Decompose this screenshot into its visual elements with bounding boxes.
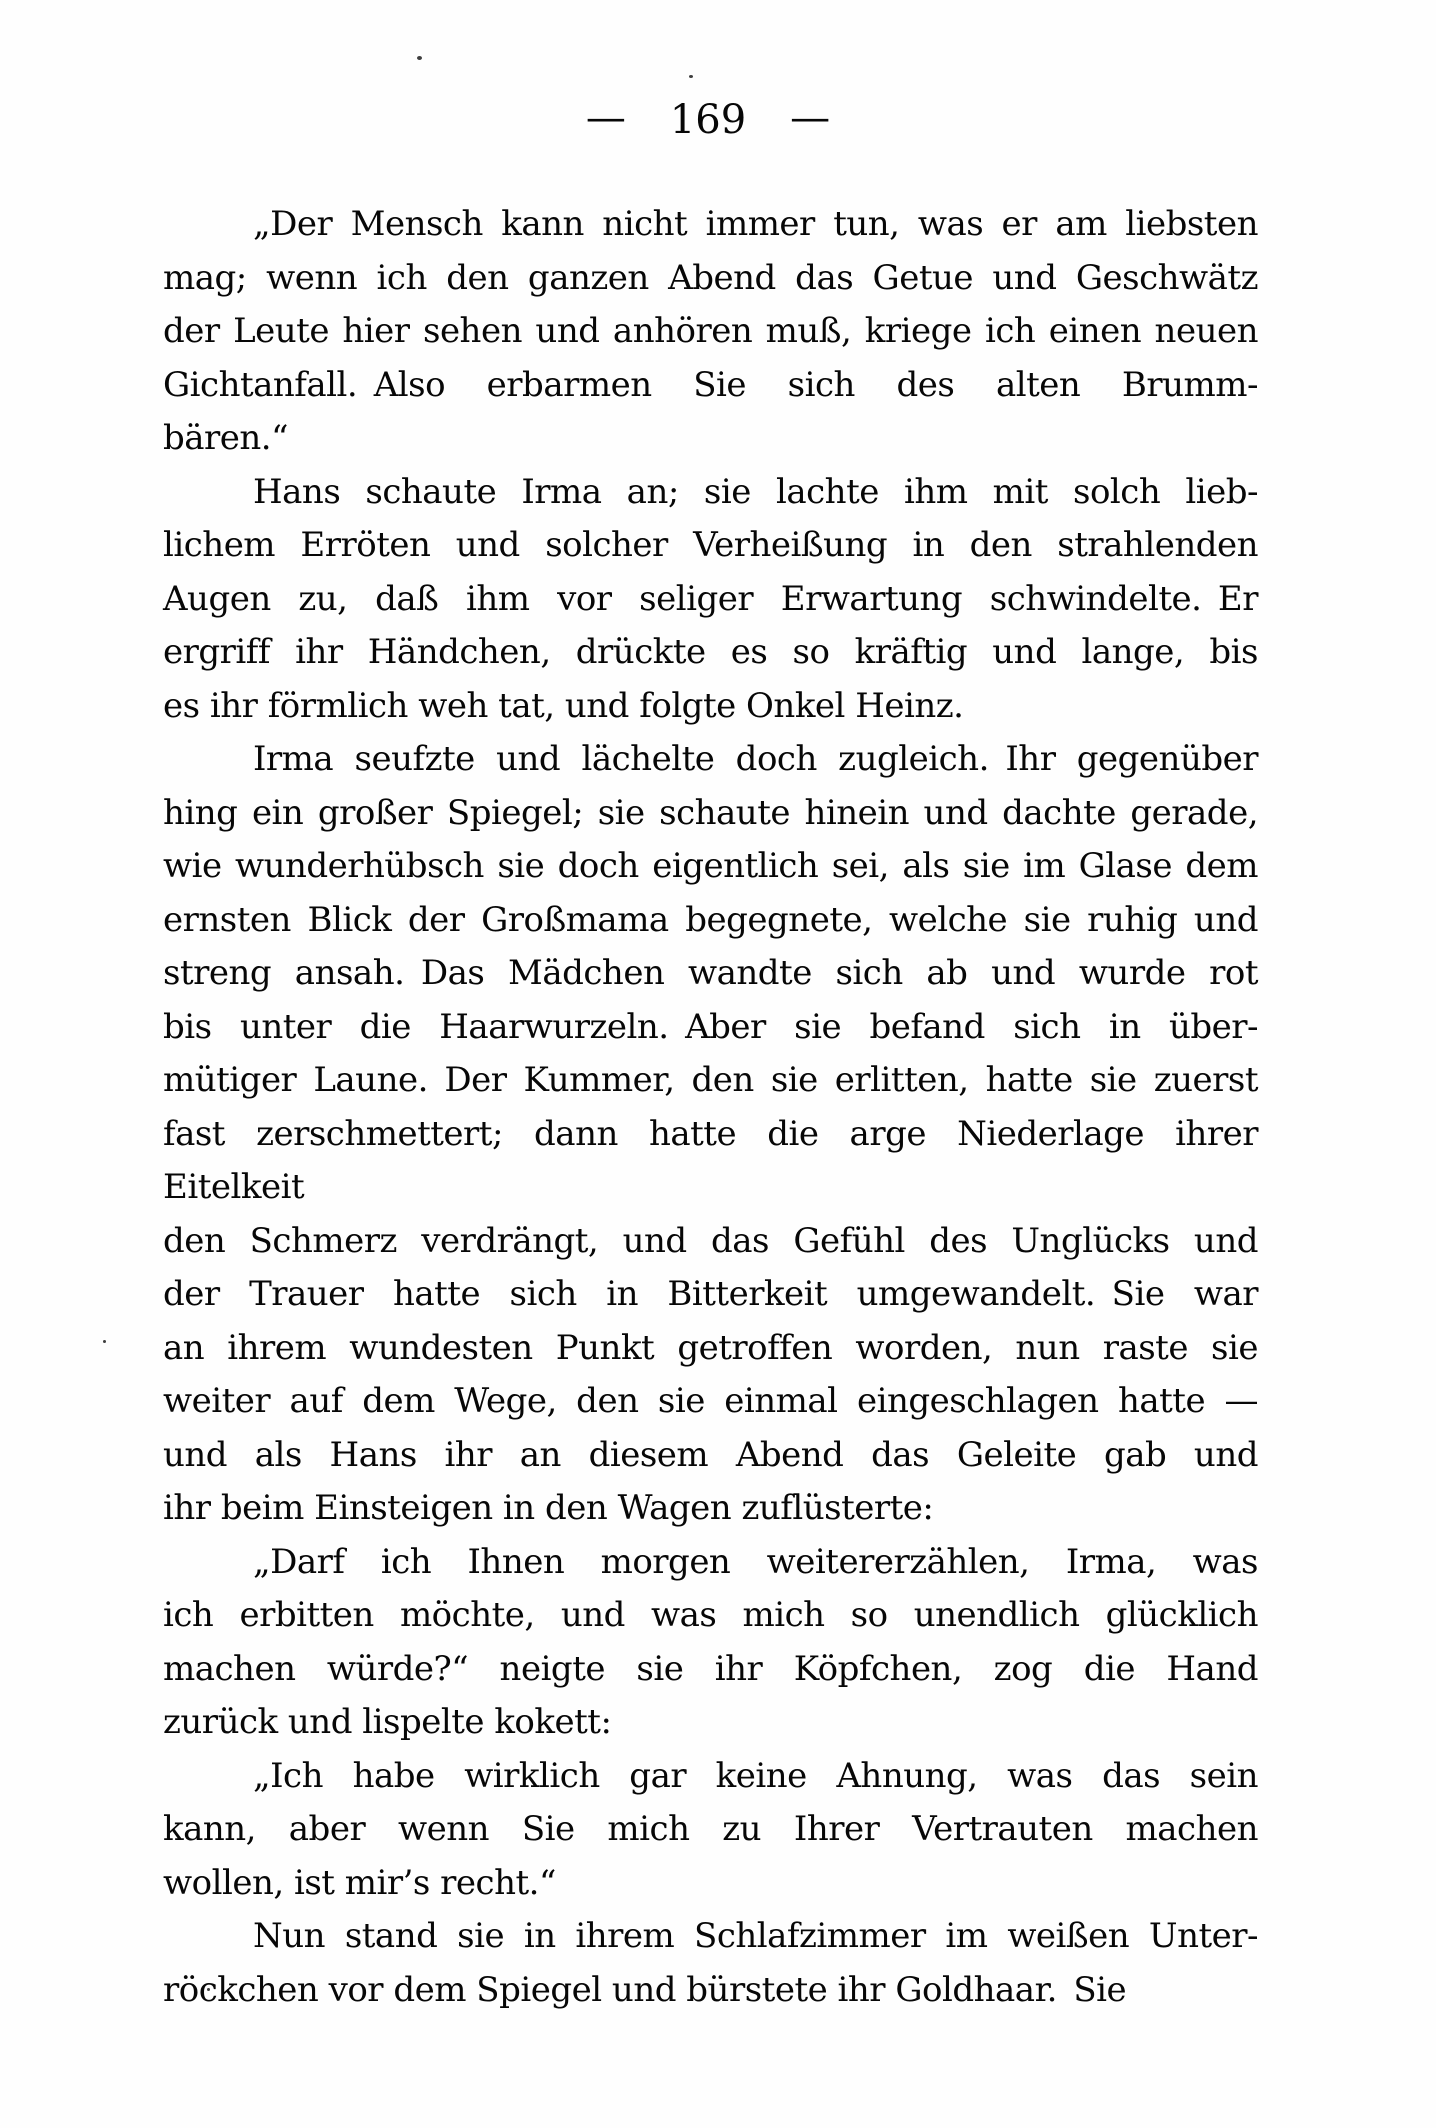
text-line: röckchen vor dem Spiegel und bürstete ihr Goldhaar. Sie	[163, 1969, 1127, 2010]
text-line: bis unter die Haarwurzeln. Aber sie befand sich in über-	[163, 1006, 1258, 1047]
text-line: Gichtanfall. Also erbarmen Sie sich des alten Brumm-	[163, 364, 1258, 405]
text-line: lichem Erröten und solcher Verheißung in den strahlenden	[163, 525, 1258, 565]
text-line: weiter auf dem Wege, den sie einmal eingeschlagen hatte —	[163, 1381, 1258, 1421]
text-line: Hans schaute Irma an; sie lachte ihm mit solch lieb-	[253, 471, 1258, 512]
scan-speck	[417, 56, 422, 60]
text-line: und als Hans ihr an diesem Abend das Geleite gab und	[163, 1434, 1258, 1475]
text-line: „Darf ich Ihnen morgen weitererzählen, Irma, was	[253, 1541, 1258, 1582]
text-line: mag; wenn ich den ganzen Abend das Getue und Geschwätz	[163, 257, 1258, 298]
text-line: den Schmerz verdrängt, und das Gefühl des Unglücks und	[163, 1220, 1258, 1261]
scan-speck	[689, 75, 693, 78]
text-line: bären.“	[163, 418, 288, 458]
text-line: der Leute hier sehen und anhören muß, kriege ich einen neuen	[163, 311, 1258, 351]
text-line: „Der Mensch kann nicht immer tun, was er am liebsten	[253, 204, 1258, 244]
text-line: kann, aber wenn Sie mich zu Ihrer Vertrauten machen	[163, 1809, 1258, 1849]
text-line: wie wunderhübsch sie doch eigentlich sei, als sie im Glase dem	[163, 846, 1258, 886]
scan-speck	[103, 1340, 106, 1343]
text-line: ernsten Blick der Großmama begegnete, welche sie ruhig und	[163, 899, 1258, 940]
text-line: „Ich habe wirklich gar keine Ahnung, was das sein	[253, 1755, 1258, 1796]
text-line: zurück und lispelte kokett:	[163, 1702, 612, 1742]
text-line: ihr beim Einsteigen in den Wagen zuflüsterte:	[163, 1488, 934, 1528]
text-line: Augen zu, daß ihm vor seliger Erwartung schwindelte. Er	[163, 578, 1258, 619]
page-number: 169	[669, 97, 747, 143]
text-line: Irma seufzte und lächelte doch zugleich. Ihr gegenüber	[253, 739, 1258, 779]
text-line: Nun stand sie in ihrem Schlafzimmer im weißen Unter-	[253, 1916, 1258, 1956]
text-line: streng ansah. Das Mädchen wandte sich ab und wurde rot	[163, 953, 1258, 993]
header-right-dash: —	[790, 95, 831, 141]
text-line: der Trauer hatte sich in Bitterkeit umgewandelt. Sie war	[163, 1274, 1258, 1314]
text-line: an ihrem wundesten Punkt getroffen worden, nun raste sie	[163, 1327, 1258, 1368]
text-line: mütiger Laune. Der Kummer, den sie erlitten, hatte sie zuerst	[163, 1060, 1258, 1100]
text-line: es ihr förmlich weh tat, und folgte Onkel Heinz.	[163, 685, 964, 726]
text-line: hing ein großer Spiegel; sie schaute hinein und dachte gerade,	[163, 792, 1258, 833]
text-line: fast zerschmettert; dann hatte die arge Niederlage ihrer Eitelkeit	[163, 1113, 1258, 1207]
text-line: ergriff ihr Händchen, drückte es so kräftig und lange, bis	[163, 632, 1258, 672]
text-line: ich erbitten möchte, und was mich so unendlich glücklich	[163, 1595, 1258, 1635]
page-header	[585, 95, 831, 143]
header-left-dash: —	[585, 95, 626, 141]
text-line: wollen, ist mir’s recht.“	[163, 1862, 556, 1903]
text-line: machen würde?“ neigte sie ihr Köpfchen, zog die Hand	[163, 1648, 1258, 1689]
page-text-block	[163, 198, 1258, 2017]
